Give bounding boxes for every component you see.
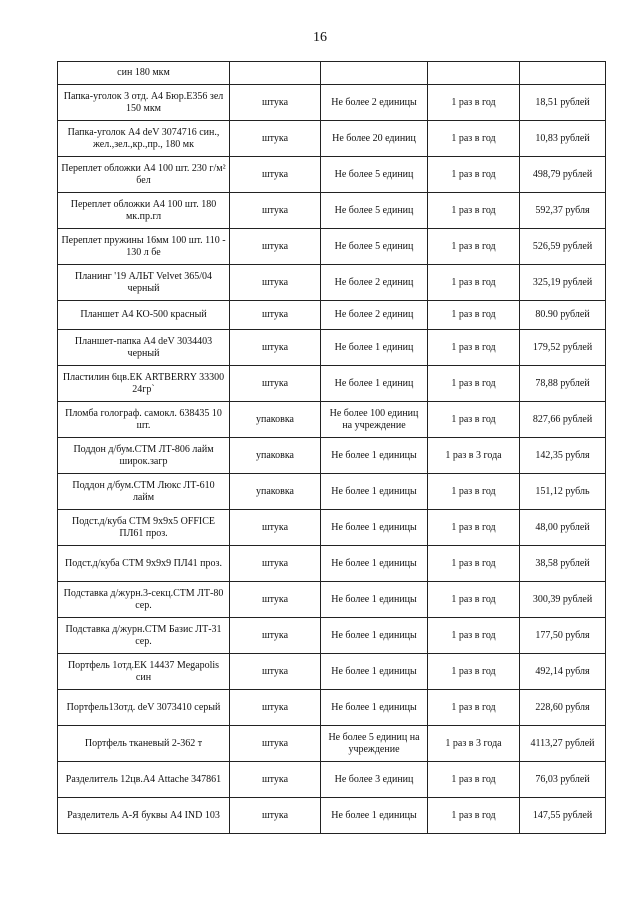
frequency-cell: 1 раз в год xyxy=(428,654,520,690)
frequency-cell: 1 раз в год xyxy=(428,193,520,229)
unit-cell: штука xyxy=(230,798,321,834)
item-name-cell: син 180 мкм xyxy=(58,62,230,85)
table-row xyxy=(58,85,606,121)
item-name-cell: Папка-уголок А4 deV 3074716 син., жел.,зел.,кр.,пр., 180 мк xyxy=(58,121,230,157)
table-row xyxy=(58,121,606,157)
quantity-norm-cell: Не более 1 единицы xyxy=(321,690,428,726)
quantity-norm-cell: Не более 1 единицы xyxy=(321,438,428,474)
table-row xyxy=(58,438,606,474)
quantity-norm-cell: Не более 5 единиц xyxy=(321,193,428,229)
unit-cell: штука xyxy=(230,366,321,402)
price-cell: 142,35 рубля xyxy=(520,438,606,474)
frequency-cell: 1 раз в год xyxy=(428,510,520,546)
item-name-cell: Переплет пружины 16мм 100 шт. 110 - 130 л бе xyxy=(58,229,230,265)
frequency-cell: 1 раз в год xyxy=(428,690,520,726)
frequency-cell: 1 раз в год xyxy=(428,229,520,265)
frequency-cell: 1 раз в год xyxy=(428,618,520,654)
price-cell: 827,66 рублей xyxy=(520,402,606,438)
item-name-cell: Подст.д/куба СТМ 9х9х9 ПЛ41 проз. xyxy=(58,546,230,582)
quantity-norm-cell: Не более 1 единицы xyxy=(321,618,428,654)
quantity-norm-cell: Не более 20 единиц xyxy=(321,121,428,157)
quantity-norm-cell: Не более 5 единиц на учреждение xyxy=(321,726,428,762)
price-cell: 10,83 рублей xyxy=(520,121,606,157)
frequency-cell: 1 раз в год xyxy=(428,301,520,330)
table-row xyxy=(58,582,606,618)
unit-cell: штука xyxy=(230,762,321,798)
item-name-cell: Пломба голограф. самокл. 638435 10 шт. xyxy=(58,402,230,438)
price-cell: 80.90 рублей xyxy=(520,301,606,330)
unit-cell: штука xyxy=(230,121,321,157)
table-row xyxy=(58,157,606,193)
quantity-norm-cell: Не более 2 единицы xyxy=(321,85,428,121)
frequency-cell: 1 раз в год xyxy=(428,762,520,798)
unit-cell: штука xyxy=(230,510,321,546)
item-name-cell: Подставка д/журн.3-секц.СТМ ЛТ-80 сер. xyxy=(58,582,230,618)
table-row xyxy=(58,474,606,510)
item-name-cell: Планинг '19 АЛЬТ Velvet 365/04 черный xyxy=(58,265,230,301)
unit-cell: упаковка xyxy=(230,438,321,474)
table-row xyxy=(58,762,606,798)
unit-cell: штука xyxy=(230,618,321,654)
item-name-cell: Подст.д/куба СТМ 9х9х5 OFFICE ПЛ61 проз. xyxy=(58,510,230,546)
price-cell: 300,39 рублей xyxy=(520,582,606,618)
supplies-table xyxy=(57,61,606,834)
price-cell: 498,79 рублей xyxy=(520,157,606,193)
table-row xyxy=(58,366,606,402)
quantity-norm-cell: Не более 3 единиц xyxy=(321,762,428,798)
quantity-norm-cell: Не более 1 единицы xyxy=(321,798,428,834)
frequency-cell: 1 раз в год xyxy=(428,85,520,121)
frequency-cell: 1 раз в год xyxy=(428,366,520,402)
table-row xyxy=(58,726,606,762)
price-cell: 76,03 рублей xyxy=(520,762,606,798)
frequency-cell: 1 раз в год xyxy=(428,330,520,366)
item-name-cell: Подставка д/журн.СТМ Базис ЛТ-31 сер. xyxy=(58,618,230,654)
price-cell: 228,60 рубля xyxy=(520,690,606,726)
frequency-cell: 1 раз в год xyxy=(428,157,520,193)
frequency-cell: 1 раз в год xyxy=(428,265,520,301)
quantity-norm-cell: Не более 1 единиц xyxy=(321,366,428,402)
supplies-table-body xyxy=(58,62,606,834)
page-number: 16 xyxy=(313,30,327,45)
unit-cell: штука xyxy=(230,265,321,301)
table-row xyxy=(58,229,606,265)
price-cell: 179,52 рублей xyxy=(520,330,606,366)
price-cell: 48,00 рублей xyxy=(520,510,606,546)
quantity-norm-cell: Не более 2 единиц xyxy=(321,301,428,330)
price-cell: 147,55 рублей xyxy=(520,798,606,834)
quantity-norm-cell: Не более 100 единиц на учреждение xyxy=(321,402,428,438)
price-cell: 151,12 рубль xyxy=(520,474,606,510)
price-cell xyxy=(520,62,606,85)
unit-cell: штука xyxy=(230,301,321,330)
price-cell: 38,58 рублей xyxy=(520,546,606,582)
quantity-norm-cell: Не более 1 единиц xyxy=(321,330,428,366)
frequency-cell: 1 раз в 3 года xyxy=(428,438,520,474)
unit-cell: штука xyxy=(230,726,321,762)
quantity-norm-cell: Не более 1 единицы xyxy=(321,546,428,582)
price-cell: 492,14 рубля xyxy=(520,654,606,690)
quantity-norm-cell: Не более 5 единиц xyxy=(321,157,428,193)
quantity-norm-cell: Не более 1 единицы xyxy=(321,510,428,546)
item-name-cell: Планшет А4 КО-500 красный xyxy=(58,301,230,330)
price-cell: 177,50 рубля xyxy=(520,618,606,654)
frequency-cell: 1 раз в год xyxy=(428,798,520,834)
item-name-cell: Пластилин 6цв.ЕК ARTBERRY 33300 24гр` xyxy=(58,366,230,402)
item-name-cell: Портфель13отд. deV 3073410 серый xyxy=(58,690,230,726)
price-cell: 592,37 рубля xyxy=(520,193,606,229)
quantity-norm-cell: Не более 5 единиц xyxy=(321,229,428,265)
item-name-cell: Портфель 1отд.ЕК 14437 Megapolis син xyxy=(58,654,230,690)
item-name-cell: Разделитель 12цв.А4 Attache 347861 xyxy=(58,762,230,798)
frequency-cell: 1 раз в год xyxy=(428,582,520,618)
item-name-cell: Портфель тканевый 2-362 т xyxy=(58,726,230,762)
item-name-cell: Поддон д/бум.СТМ Люкс ЛТ-610 лайм xyxy=(58,474,230,510)
unit-cell: штука xyxy=(230,582,321,618)
table-row xyxy=(58,690,606,726)
quantity-norm-cell: Не более 2 единиц xyxy=(321,265,428,301)
table-row xyxy=(58,402,606,438)
unit-cell: упаковка xyxy=(230,402,321,438)
unit-cell: упаковка xyxy=(230,474,321,510)
unit-cell: штука xyxy=(230,157,321,193)
frequency-cell: 1 раз в год xyxy=(428,474,520,510)
frequency-cell: 1 раз в год xyxy=(428,121,520,157)
unit-cell: штука xyxy=(230,330,321,366)
unit-cell: штука xyxy=(230,85,321,121)
table-row xyxy=(58,301,606,330)
item-name-cell: Папка-уголок 3 отд. А4 Бюр.Е356 зел 150 мкм xyxy=(58,85,230,121)
table-row xyxy=(58,62,606,85)
table-row xyxy=(58,265,606,301)
frequency-cell: 1 раз в год xyxy=(428,402,520,438)
price-cell: 526,59 рублей xyxy=(520,229,606,265)
table-row xyxy=(58,193,606,229)
table-row xyxy=(58,618,606,654)
table-row xyxy=(58,654,606,690)
unit-cell: штука xyxy=(230,193,321,229)
item-name-cell: Планшет-папка А4 deV 3034403 черный xyxy=(58,330,230,366)
item-name-cell: Переплет обложки А4 100 шт. 180 мк.пр.гл xyxy=(58,193,230,229)
unit-cell xyxy=(230,62,321,85)
table-row xyxy=(58,546,606,582)
unit-cell: штука xyxy=(230,229,321,265)
unit-cell: штука xyxy=(230,690,321,726)
item-name-cell: Разделитель А-Я буквы А4 IND 103 xyxy=(58,798,230,834)
table-row xyxy=(58,330,606,366)
price-cell: 4113,27 рублей xyxy=(520,726,606,762)
frequency-cell: 1 раз в 3 года xyxy=(428,726,520,762)
unit-cell: штука xyxy=(230,546,321,582)
price-cell: 18,51 рублей xyxy=(520,85,606,121)
price-cell: 78,88 рублей xyxy=(520,366,606,402)
unit-cell: штука xyxy=(230,654,321,690)
frequency-cell xyxy=(428,62,520,85)
quantity-norm-cell: Не более 1 единицы xyxy=(321,474,428,510)
item-name-cell: Переплет обложки А4 100 шт. 230 г/м² бел xyxy=(58,157,230,193)
item-name-cell: Поддон д/бум.СТМ ЛТ-806 лайм широк.загр xyxy=(58,438,230,474)
quantity-norm-cell xyxy=(321,62,428,85)
quantity-norm-cell: Не более 1 единицы xyxy=(321,654,428,690)
price-cell: 325,19 рублей xyxy=(520,265,606,301)
table-row xyxy=(58,798,606,834)
quantity-norm-cell: Не более 1 единицы xyxy=(321,582,428,618)
frequency-cell: 1 раз в год xyxy=(428,546,520,582)
table-row xyxy=(58,510,606,546)
